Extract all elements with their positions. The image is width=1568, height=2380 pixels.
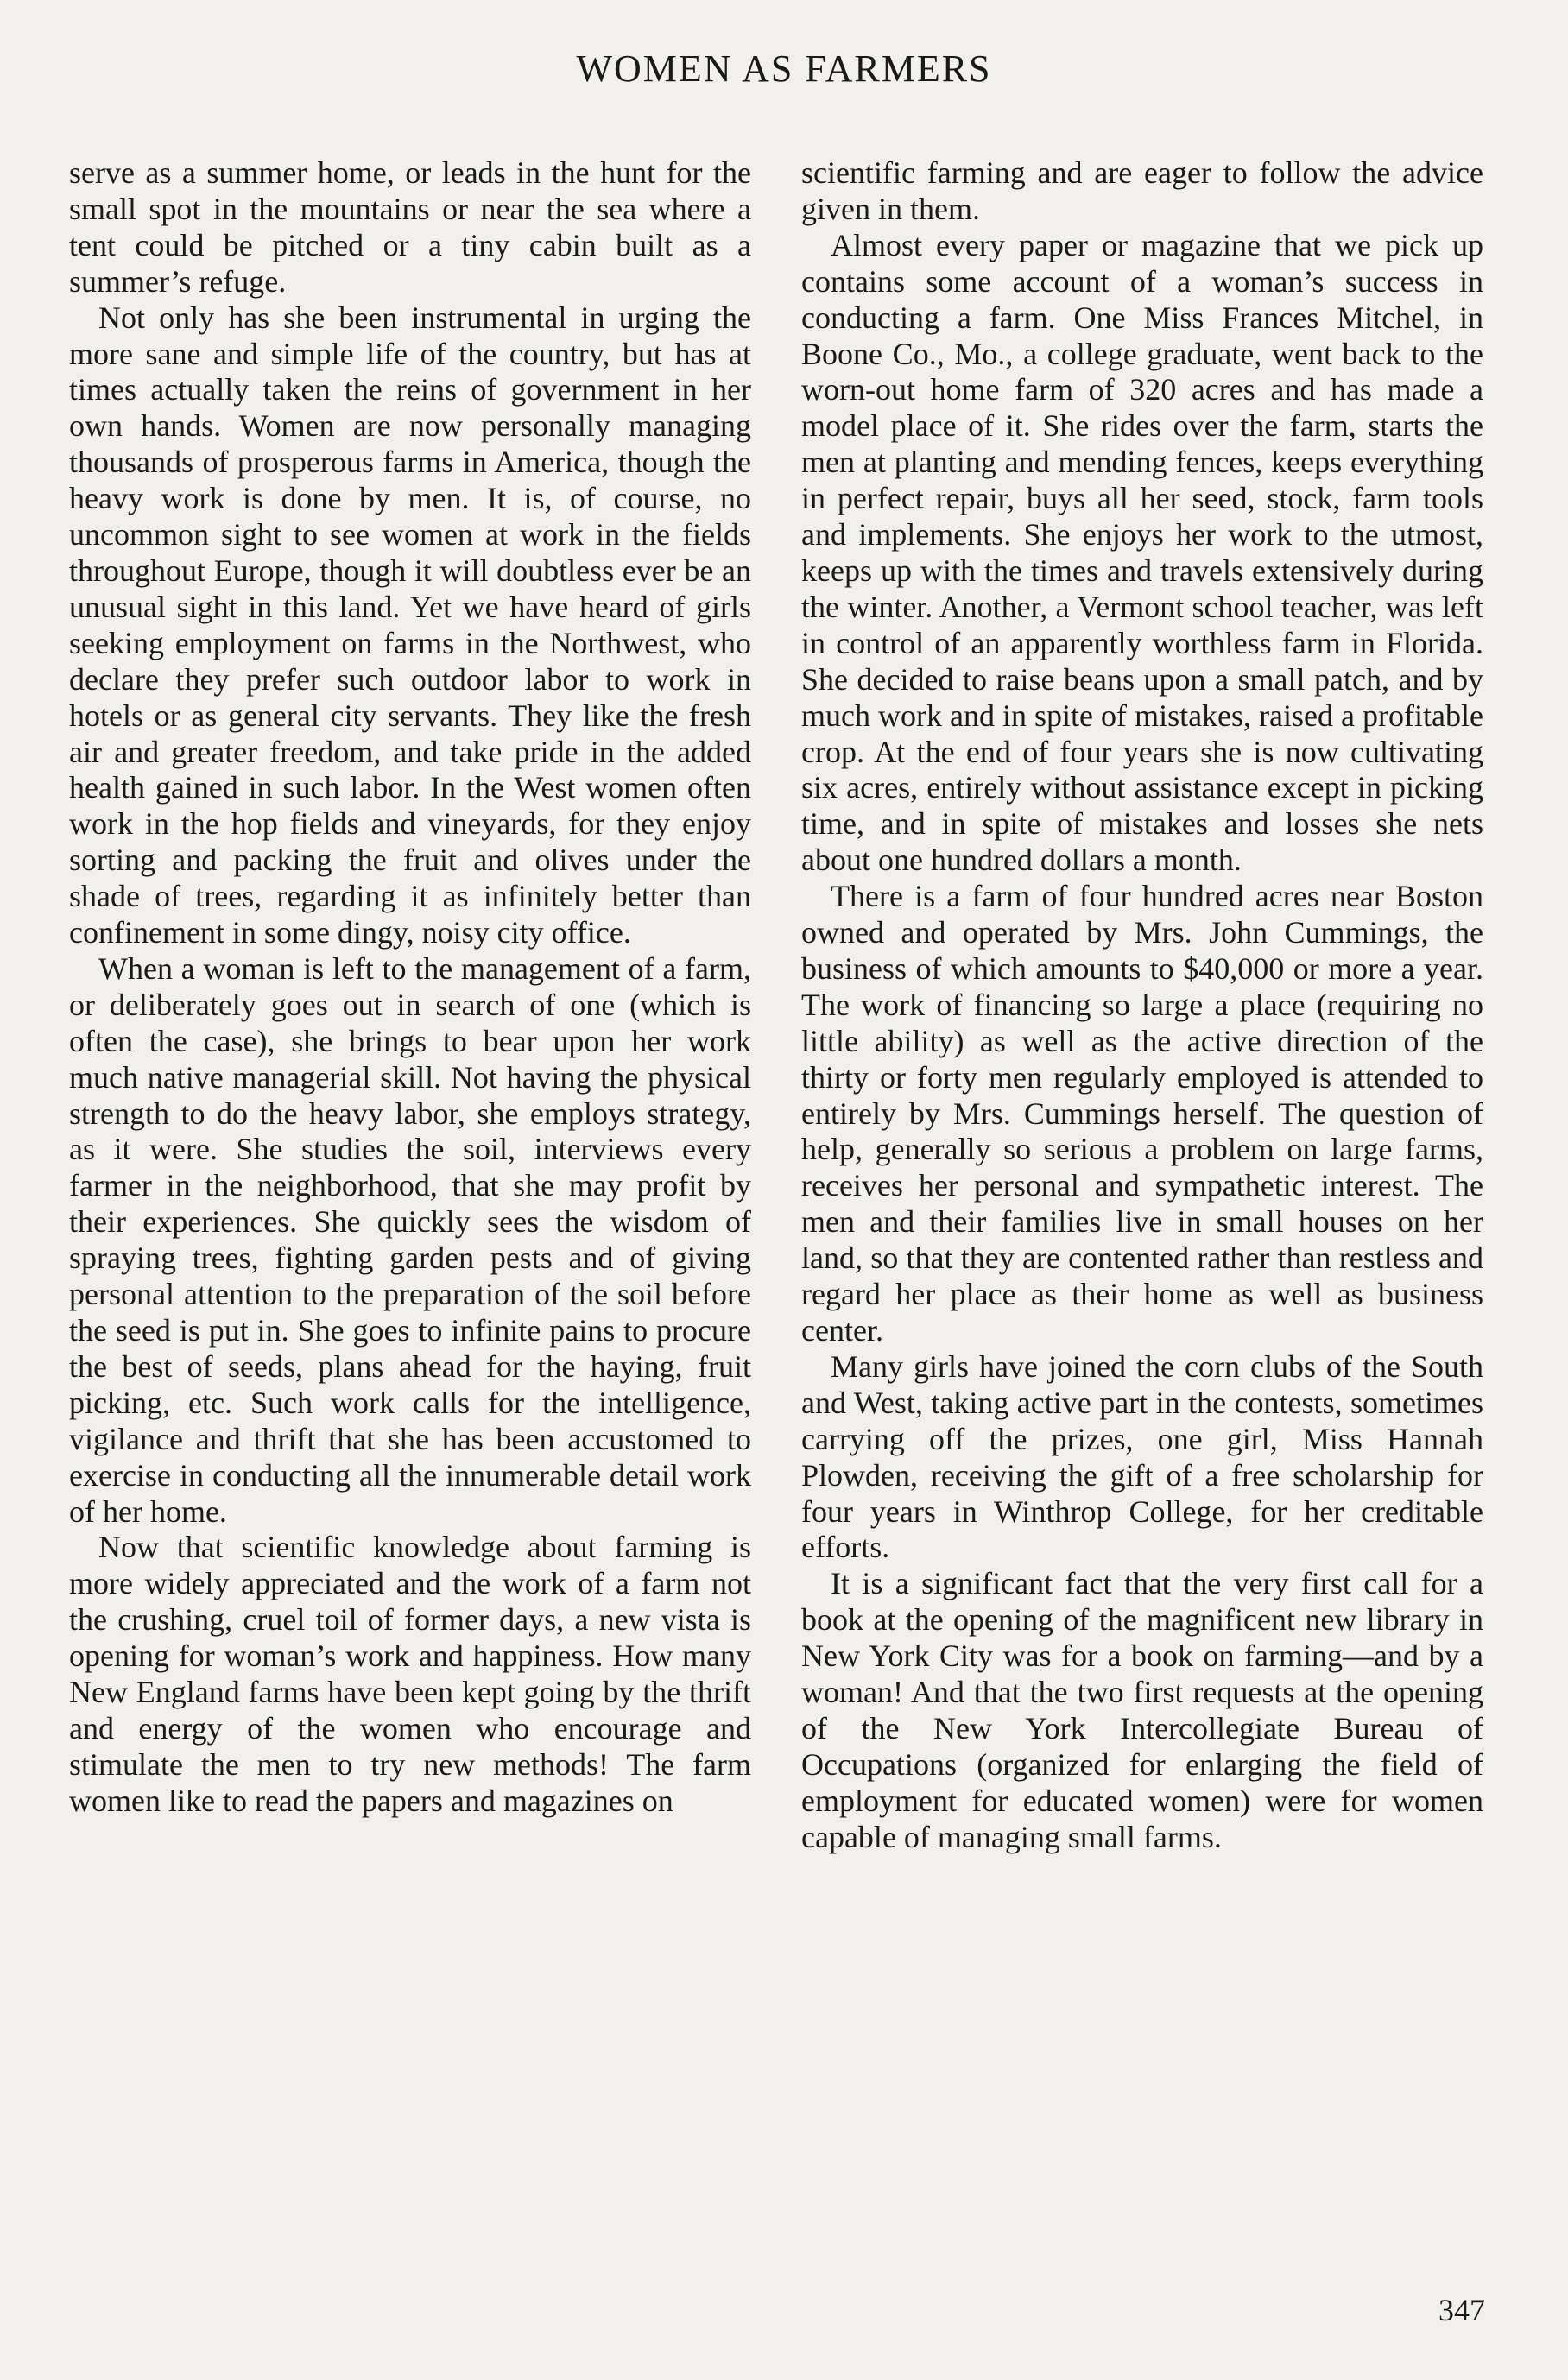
page-number: 347	[1438, 2293, 1485, 2327]
right-paragraph-1: scientific farming and are eager to follow the advice given in them.	[801, 155, 1483, 226]
left-paragraph-2: Not only has she been instrumental in urging the more sane and simple life of the country, but has at times actually taken the reins of government in her own hands. Women are now personally managing thousands of prosperous farms in America, though the heavy work is done by men. It is, of course, no uncommon sight to see women at work in the fields throughout Europe, though it will doubtless ever be an unusual sight in this land. Yet we have heard of girls seeking employment on farms in the Northwest, who declare they prefer such outdoor labor to work in hotels or as general city servants. They like the fresh air and greater freedom, and take pride in the added health gained in such labor. In the West women often work in the hop fields and vineyards, for they enjoy sorting and packing the fruit and olives under the shade of trees, regarding it as infinitely better than confinement in some dingy, noisy city office.	[69, 300, 751, 950]
left-paragraph-3: When a woman is left to the management of a farm, or deliberately goes out in search of one (which is often the case), she brings to bear upon her work much native managerial skill. Not having the physical strength to do the heavy labor, she employs strategy, as it were. She studies the soil, interviews every farmer in the neighborhood, that she may profit by their experiences. She quickly sees the wisdom of spraying trees, fighting garden pests and of giving personal attention to the preparation of the soil before the seed is put in. She goes to infinite pains to procure the best of seeds, plans ahead for the haying, fruit picking, etc. Such work calls for the intelligence, vigilance and thrift that she has been accustomed to exercise in conducting all the innumerable detail work of her home.	[69, 950, 751, 1529]
running-title: WOMEN AS FARMERS	[576, 47, 992, 90]
right-paragraph-4: Many girls have joined the corn clubs of the South and West, taking active part in the contests, sometimes carrying off the prizes, one girl, Miss Hannah Plowden, receiving the gift of a free scholarship for four years in Winthrop College, for her creditable efforts.	[801, 1348, 1483, 1565]
left-column	[69, 155, 751, 1820]
right-paragraph-3: There is a farm of four hundred acres near Boston owned and operated by Mrs. John Cummings, the business of which amounts to $40,000 or more a year. The work of financing so large a place (requiring no little ability) as well as the active direction of the thirty or forty men regularly employed is attended to entirely by Mrs. Cummings herself. The question of help, generally so serious a problem on large farms, receives her personal and sympathetic interest. The men and their families live in small houses on her land, so that they are contented rather than restless and regard her place as their home as well as business center.	[801, 879, 1483, 1348]
left-paragraph-4: Now that scientific knowledge about farming is more widely appreciated and the work of a farm not the crushing, cruel toil of former days, a new vista is opening for woman’s work and happiness. How many New England farms have been kept going by the thrift and energy of the women who encourage and stimulate the men to try new methods! The farm women like to read the papers and magazines on	[69, 1530, 751, 1818]
left-paragraph-1: serve as a summer home, or leads in the hunt for the small spot in the mountains or near the sea where a tent could be pitched or a tiny cabin built as a summer’s refuge.	[69, 155, 751, 299]
right-column	[801, 155, 1483, 1856]
right-paragraph-5: It is a significant fact that the very first call for a book at the opening of the magnificent new library in New York City was for a book on farming—and by a woman! And that the two first requests at the opening of the New York Intercollegiate Bureau of Occupations (organized for enlarging the field of employment for educated women) were for women capable of managing small farms.	[801, 1566, 1483, 1854]
right-paragraph-2: Almost every paper or magazine that we pick up contains some account of a woman’s success in conducting a farm. One Miss Frances Mitchel, in Boone Co., Mo., a college graduate, went back to the worn-out home farm of 320 acres and has made a model place of it. She rides over the farm, starts the men at planting and mending fences, keeps everything in perfect repair, buys all her seed, stock, farm tools and implements. She enjoys her work to the utmost, keeps up with the times and travels extensively during the winter. Another, a Vermont school teacher, was left in control of an apparently worthless farm in Florida. She decided to raise beans upon a small patch, and by much work and in spite of mistakes, raised a profitable crop. At the end of four years she is now cultivating six acres, entirely without assistance except in picking time, and in spite of mistakes and losses she nets about one hundred dollars a month.	[801, 227, 1483, 878]
